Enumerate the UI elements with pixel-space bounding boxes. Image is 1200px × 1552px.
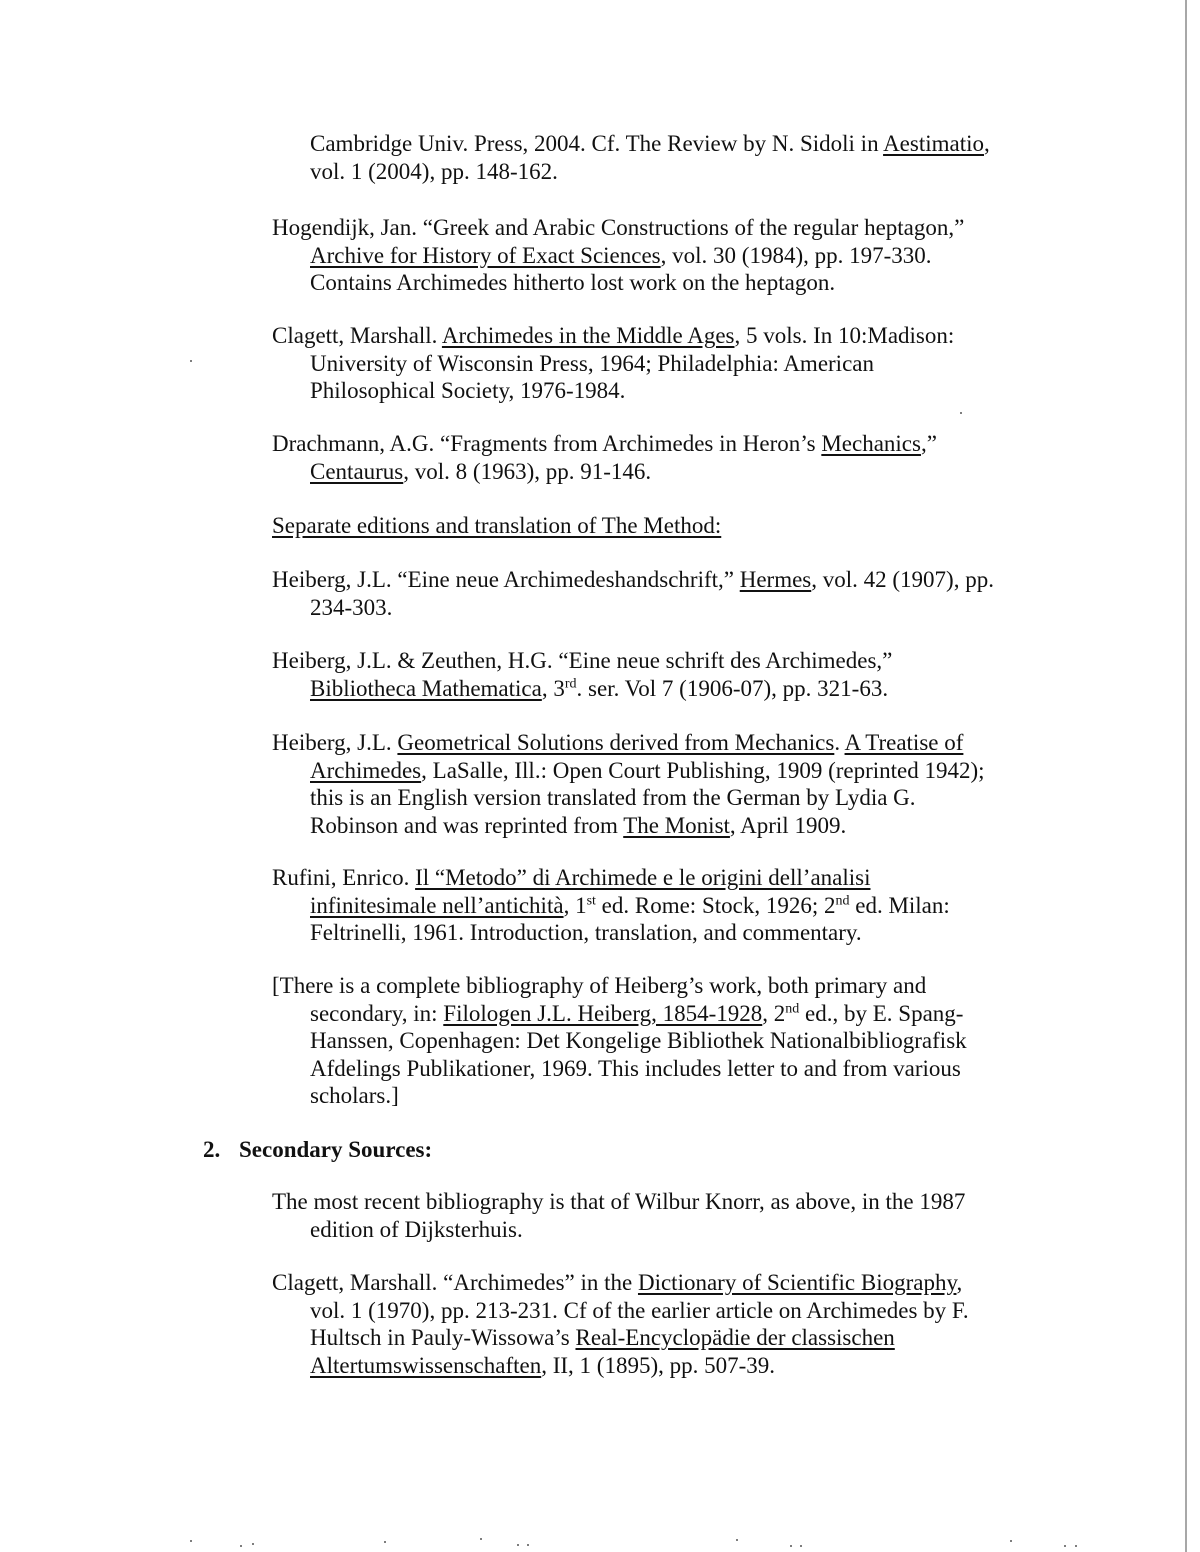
journal-title: Hermes [739, 567, 812, 592]
book-subtitle: Archimedes [310, 757, 422, 783]
entry-heiberg-hermes: Heiberg, J.L. “Eine neue Archimedeshandschrift,” Hermes, vol. 42 (1907), pp. 234-303. [272, 567, 994, 620]
book-title: Filologen J.L. Heiberg, 1854-1928 [443, 1000, 763, 1026]
scan-edge-line [1185, 0, 1187, 1552]
entry-knorr: The most recent bibliography is that of Wilbur Knorr, as above, in the 1987 edition of Dijksterhuis. [272, 1189, 966, 1242]
entry-heiberg-zeuthen: Heiberg, J.L. & Zeuthen, H.G. “Eine neue schrift des Archimedes,” Bibliotheca Mathematica, 3rd. ser. Vol 7 (1906-07), pp. 321-63. [272, 648, 893, 701]
journal-title: Aestimatio [883, 131, 984, 156]
book-title: Geometrical Solutions derived from Mechanics [397, 730, 835, 755]
journal-title: Archive for History of Exact Sciences [310, 242, 661, 268]
book-title: Real-Encyclopädie der classischen [575, 1325, 895, 1350]
entry-clagett-middle-ages: Clagett, Marshall. Archimedes in the Middle Ages, 5 vols. In 10:Madison: University of Wisconsin Press, 1964; Philadelphia: American Philosophical Society, 1976-1984. [272, 323, 955, 403]
entry-cambridge-continuation: Cambridge Univ. Press, 2004. Cf. The Review by N. Sidoli in Aestimatio, vol. 1 (2004), pp. 148-162. [310, 131, 990, 184]
book-title: Archimedes in the Middle Ages [441, 323, 735, 348]
entry-hogendijk: Hogendijk, Jan. “Greek and Arabic Constructions of the regular heptagon,” Archive for History of Exact Sciences, vol. 30 (1984), pp. 197-330. Contains Archimedes hitherto lost work on the heptagon. [272, 215, 965, 295]
book-subtitle: A Treatise of [844, 730, 964, 755]
subheading-separate-editions: Separate editions and translation of The Method: [272, 513, 722, 538]
entry-rufini: Rufini, Enrico. Il “Metodo” di Archimede e le origini dell’analisi infinitesimale nell’antichità, 1st ed. Rome: Stock, 1926; 2nd ed. Milan: Feltrinelli, 1961. Introduction, translation, and commentary. [272, 865, 950, 945]
entry-heiberg-geometrical: Heiberg, J.L. Geometrical Solutions derived from Mechanics. A Treatise of Archimedes, LaSalle, Ill.: Open Court Publishing, 1909 (reprinted 1942); this is an English version translated from the German by Lydia G. Robinson and was reprinted from The Monist, April 1909. [272, 730, 985, 838]
journal-title: Centaurus [310, 458, 404, 484]
entry-clagett-dictionary: Clagett, Marshall. “Archimedes” in the Dictionary of Scientific Biography, vol. 1 (1970), pp. 213-231. Cf of the earlier article on Archimedes by F. Hultsch in Pauly-Wissowa’s Real-Encyclopädie der classischen Altertumswissenschaften, II, 1 (1895), pp. 507-39. [272, 1270, 969, 1378]
journal-title: The Monist [623, 812, 730, 838]
book-title: Mechanics [821, 431, 921, 456]
journal-title: Bibliotheca Mathematica [310, 675, 542, 701]
entry-bibliography-note: [There is a complete bibliography of Heiberg’s work, both primary and secondary, in: Filologen J.L. Heiberg, 1854-1928, 2nd ed., by E. Spang- Hanssen, Copenhagen: Det Kongelige Bibliothek Nationalbibliografisk Afdelings Publikationer, 1969. This includes letter to and from various scholars.] [272, 973, 967, 1108]
section-heading-secondary: 2. Secondary Sources: [203, 1137, 433, 1162]
book-title: Dictionary of Scientific Biography [637, 1270, 957, 1295]
book-title: Il “Metodo” di Archimede e le origini dell’analisi [415, 865, 871, 890]
book-title: Altertumswissenschaften [310, 1352, 542, 1378]
book-title: infinitesimale nell’antichità [310, 892, 564, 918]
entry-drachmann: Drachmann, A.G. “Fragments from Archimedes in Heron’s Mechanics,” Centaurus, vol. 8 (1963), pp. 91-146. [272, 431, 937, 484]
